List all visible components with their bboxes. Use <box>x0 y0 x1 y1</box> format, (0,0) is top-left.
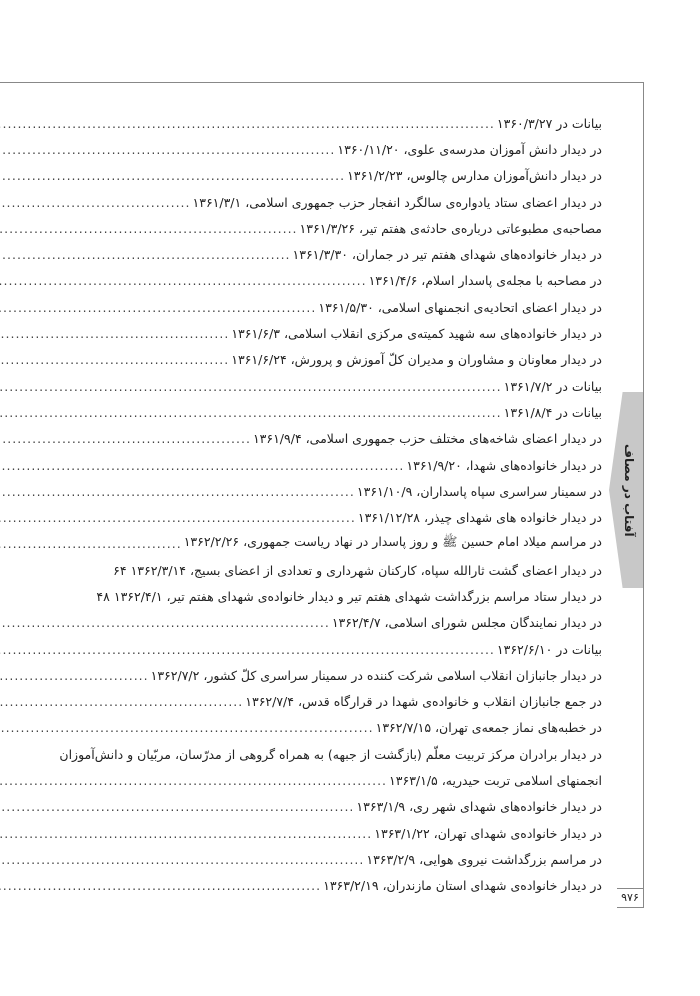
dot-leader <box>0 668 149 683</box>
entry-page: ۶۴ <box>113 562 127 578</box>
toc-entry <box>115 136 602 162</box>
entry-title: در مراسم بزرگداشت نیروی هوایی، ۱۳۶۳/۲/۹ <box>366 851 602 867</box>
entry-title: در دیدار خانواده‌ی شهدای استان مازندران، ۱۳۶۳/۲/۱۹ <box>323 878 602 894</box>
page-number: ۹۷۶ <box>617 888 643 908</box>
toc-entry <box>115 531 602 557</box>
entry-title: در دیدار برادران مرکز تربیت معلّم (بازگشت از جبهه) به همراه گروهی از مدرّسان، مربّیان و دانش‌آموزان <box>59 746 602 762</box>
dot-leader <box>0 247 291 262</box>
dot-leader <box>0 116 495 131</box>
toc-entry <box>115 846 602 872</box>
toc-entry <box>115 873 602 899</box>
toc-entry <box>115 689 602 715</box>
entry-title: در دیدار دانش‌آموزان مدارس چالوس، ۱۳۶۱/۲/۲۳ <box>347 168 602 184</box>
dot-leader <box>0 615 330 630</box>
toc-entry <box>115 373 602 399</box>
dot-leader <box>0 273 367 288</box>
toc-entry <box>115 320 602 346</box>
entry-title: در دیدار خانواده‌های شهدای هفتم تیر در جماران، ۱۳۶۱/۳/۳۰ <box>292 247 602 263</box>
entry-title: در دیدار اعضای شاخه‌های مختلف حزب جمهوری اسلامی، ۱۳۶۱/۹/۴ <box>252 431 602 447</box>
dot-leader <box>0 694 243 709</box>
dot-leader <box>0 142 335 157</box>
entry-title: در دیدار خانواده‌های شهدای شهر ری، ۱۳۶۳/۱/۹ <box>356 799 602 815</box>
entry-title: بیانات در ۱۳۶۰/۳/۲۷ <box>496 115 602 131</box>
toc-entry <box>115 294 602 320</box>
toc-entry <box>115 215 602 241</box>
toc-entry <box>115 189 602 215</box>
toc-entry <box>115 478 602 504</box>
toc-entry <box>115 557 602 583</box>
toc-entry <box>115 794 602 820</box>
entry-title: در دیدار نمایندگان مجلس شورای اسلامی، ۱۳۶۲/۴/۷ <box>331 615 602 631</box>
dot-leader <box>0 773 387 788</box>
entry-title: در سمینار سراسری سپاه پاسداران، ۱۳۶۱/۱۰/۹ <box>356 483 602 499</box>
toc-entry <box>115 820 602 846</box>
entry-title: در دیدار خانواده های شهدای چیذر، ۱۳۶۱/۱۲/۲۸ <box>357 510 602 526</box>
entry-title: در دیدار دانش آموزان مدرسه‌ی علوی، ۱۳۶۰/۱۱/۲۰ <box>337 141 602 157</box>
entry-title: بیانات در ۱۳۶۱/۷/۲ <box>503 378 602 394</box>
toc-entry <box>115 610 602 636</box>
dot-leader <box>0 431 251 446</box>
toc-entry <box>115 452 602 478</box>
dot-leader <box>0 484 355 499</box>
toc-entry <box>115 504 602 530</box>
entry-title: در مصاحبه با مجله‌ی پاسدار اسلام، ۱۳۶۱/۴/۶ <box>368 273 602 289</box>
toc-entry <box>115 715 602 741</box>
toc-entry <box>115 163 602 189</box>
toc-entry <box>115 399 602 425</box>
entry-title: مصاحبه‌ی مطبوعاتی درباره‌ی حادثه‌ی هفتم تیر، ۱۳۶۱/۳/۲۶ <box>299 220 602 236</box>
table-of-contents <box>59 110 602 899</box>
toc-entry <box>115 636 602 662</box>
dot-leader <box>0 458 404 473</box>
entry-title: انجمنهای اسلامی تربت حیدریه، ۱۳۶۳/۱/۵ <box>389 773 602 789</box>
toc-entry <box>115 110 602 136</box>
toc-entry <box>59 741 602 767</box>
dot-leader <box>0 168 345 183</box>
entry-title: در دیدار خانواده‌های سه شهید کمیته‌ی مرکزی انقلاب اسلامی، ۱۳۶۱/۶/۳ <box>231 326 602 342</box>
chapter-tab-label: آفتاب در مصاف <box>622 443 636 537</box>
toc-entry <box>115 241 602 267</box>
dot-leader <box>0 379 502 394</box>
entry-title: در مراسم میلاد امام حسین ﷺ و روز پاسدار در نهاد ریاست جمهوری، ۱۳۶۲/۲/۲۶ <box>183 534 602 550</box>
dot-leader <box>0 326 229 341</box>
entry-page: ۴۸ <box>96 588 110 604</box>
entry-title: در دیدار جانبازان انقلاب اسلامی شرکت کننده در سمینار سراسری کلّ کشور، ۱۳۶۲/۷/۲ <box>150 667 602 683</box>
dot-leader <box>0 195 191 210</box>
entry-title: در دیدار اعضای گشت ثارالله سپاه، کارکنان شهرداری و تعدادی از اعضای بسیج، ۱۳۶۲/۳/۱۴ <box>130 562 602 578</box>
entry-title: بیانات در ۱۳۶۱/۸/۴ <box>503 404 602 420</box>
entry-title: در جمع جانبازان انقلاب و خانواده‌ی شهدا در قرارگاه قدس، ۱۳۶۲/۷/۴ <box>245 694 602 710</box>
dot-leader <box>0 300 316 315</box>
dot-leader <box>0 852 364 867</box>
toc-entry <box>115 426 602 452</box>
dot-leader <box>0 826 372 841</box>
dot-leader <box>0 642 495 657</box>
entry-title: در دیدار خانواده‌های شهدا، ۱۳۶۱/۹/۲۰ <box>406 457 602 473</box>
entry-title: در دیدار معاونان و مشاوران و مدیران کلّ آموزش و پرورش، ۱۳۶۱/۶/۲۴ <box>231 352 602 368</box>
dot-leader <box>0 878 321 893</box>
entry-title: بیانات در ۱۳۶۲/۶/۱۰ <box>496 641 602 657</box>
toc-entry <box>115 268 602 294</box>
toc-entry <box>115 662 602 688</box>
dot-leader <box>0 352 229 367</box>
dot-leader <box>0 799 354 814</box>
dot-leader <box>0 510 356 525</box>
entry-title: در دیدار خانواده‌ی شهدای تهران، ۱۳۶۳/۱/۲۲ <box>374 825 602 841</box>
entry-title: در دیدار اعضای ستاد یادواره‌ی سالگرد انفجار حزب جمهوری اسلامی، ۱۳۶۱/۳/۱ <box>192 194 602 210</box>
toc-entry <box>115 347 602 373</box>
dot-leader <box>0 221 298 236</box>
dot-leader <box>0 405 502 420</box>
entry-title: در خطبه‌های نماز جمعه‌ی تهران، ۱۳۶۲/۷/۱۵ <box>375 720 602 736</box>
dot-leader <box>0 720 374 735</box>
toc-entry <box>115 767 602 793</box>
entry-title: در دیدار ستاد مراسم بزرگداشت شهدای هفتم تیر و دیدار خانواده‌ی شهدای هفتم تیر، ۱۳۶۲/۴/۱ <box>113 588 602 604</box>
toc-entry <box>96 583 602 609</box>
top-rule <box>0 82 644 83</box>
entry-title: در دیدار اعضای اتحادیه‌ی انجمنهای اسلامی، ۱۳۶۱/۵/۳۰ <box>318 299 602 315</box>
dot-leader <box>0 536 182 551</box>
